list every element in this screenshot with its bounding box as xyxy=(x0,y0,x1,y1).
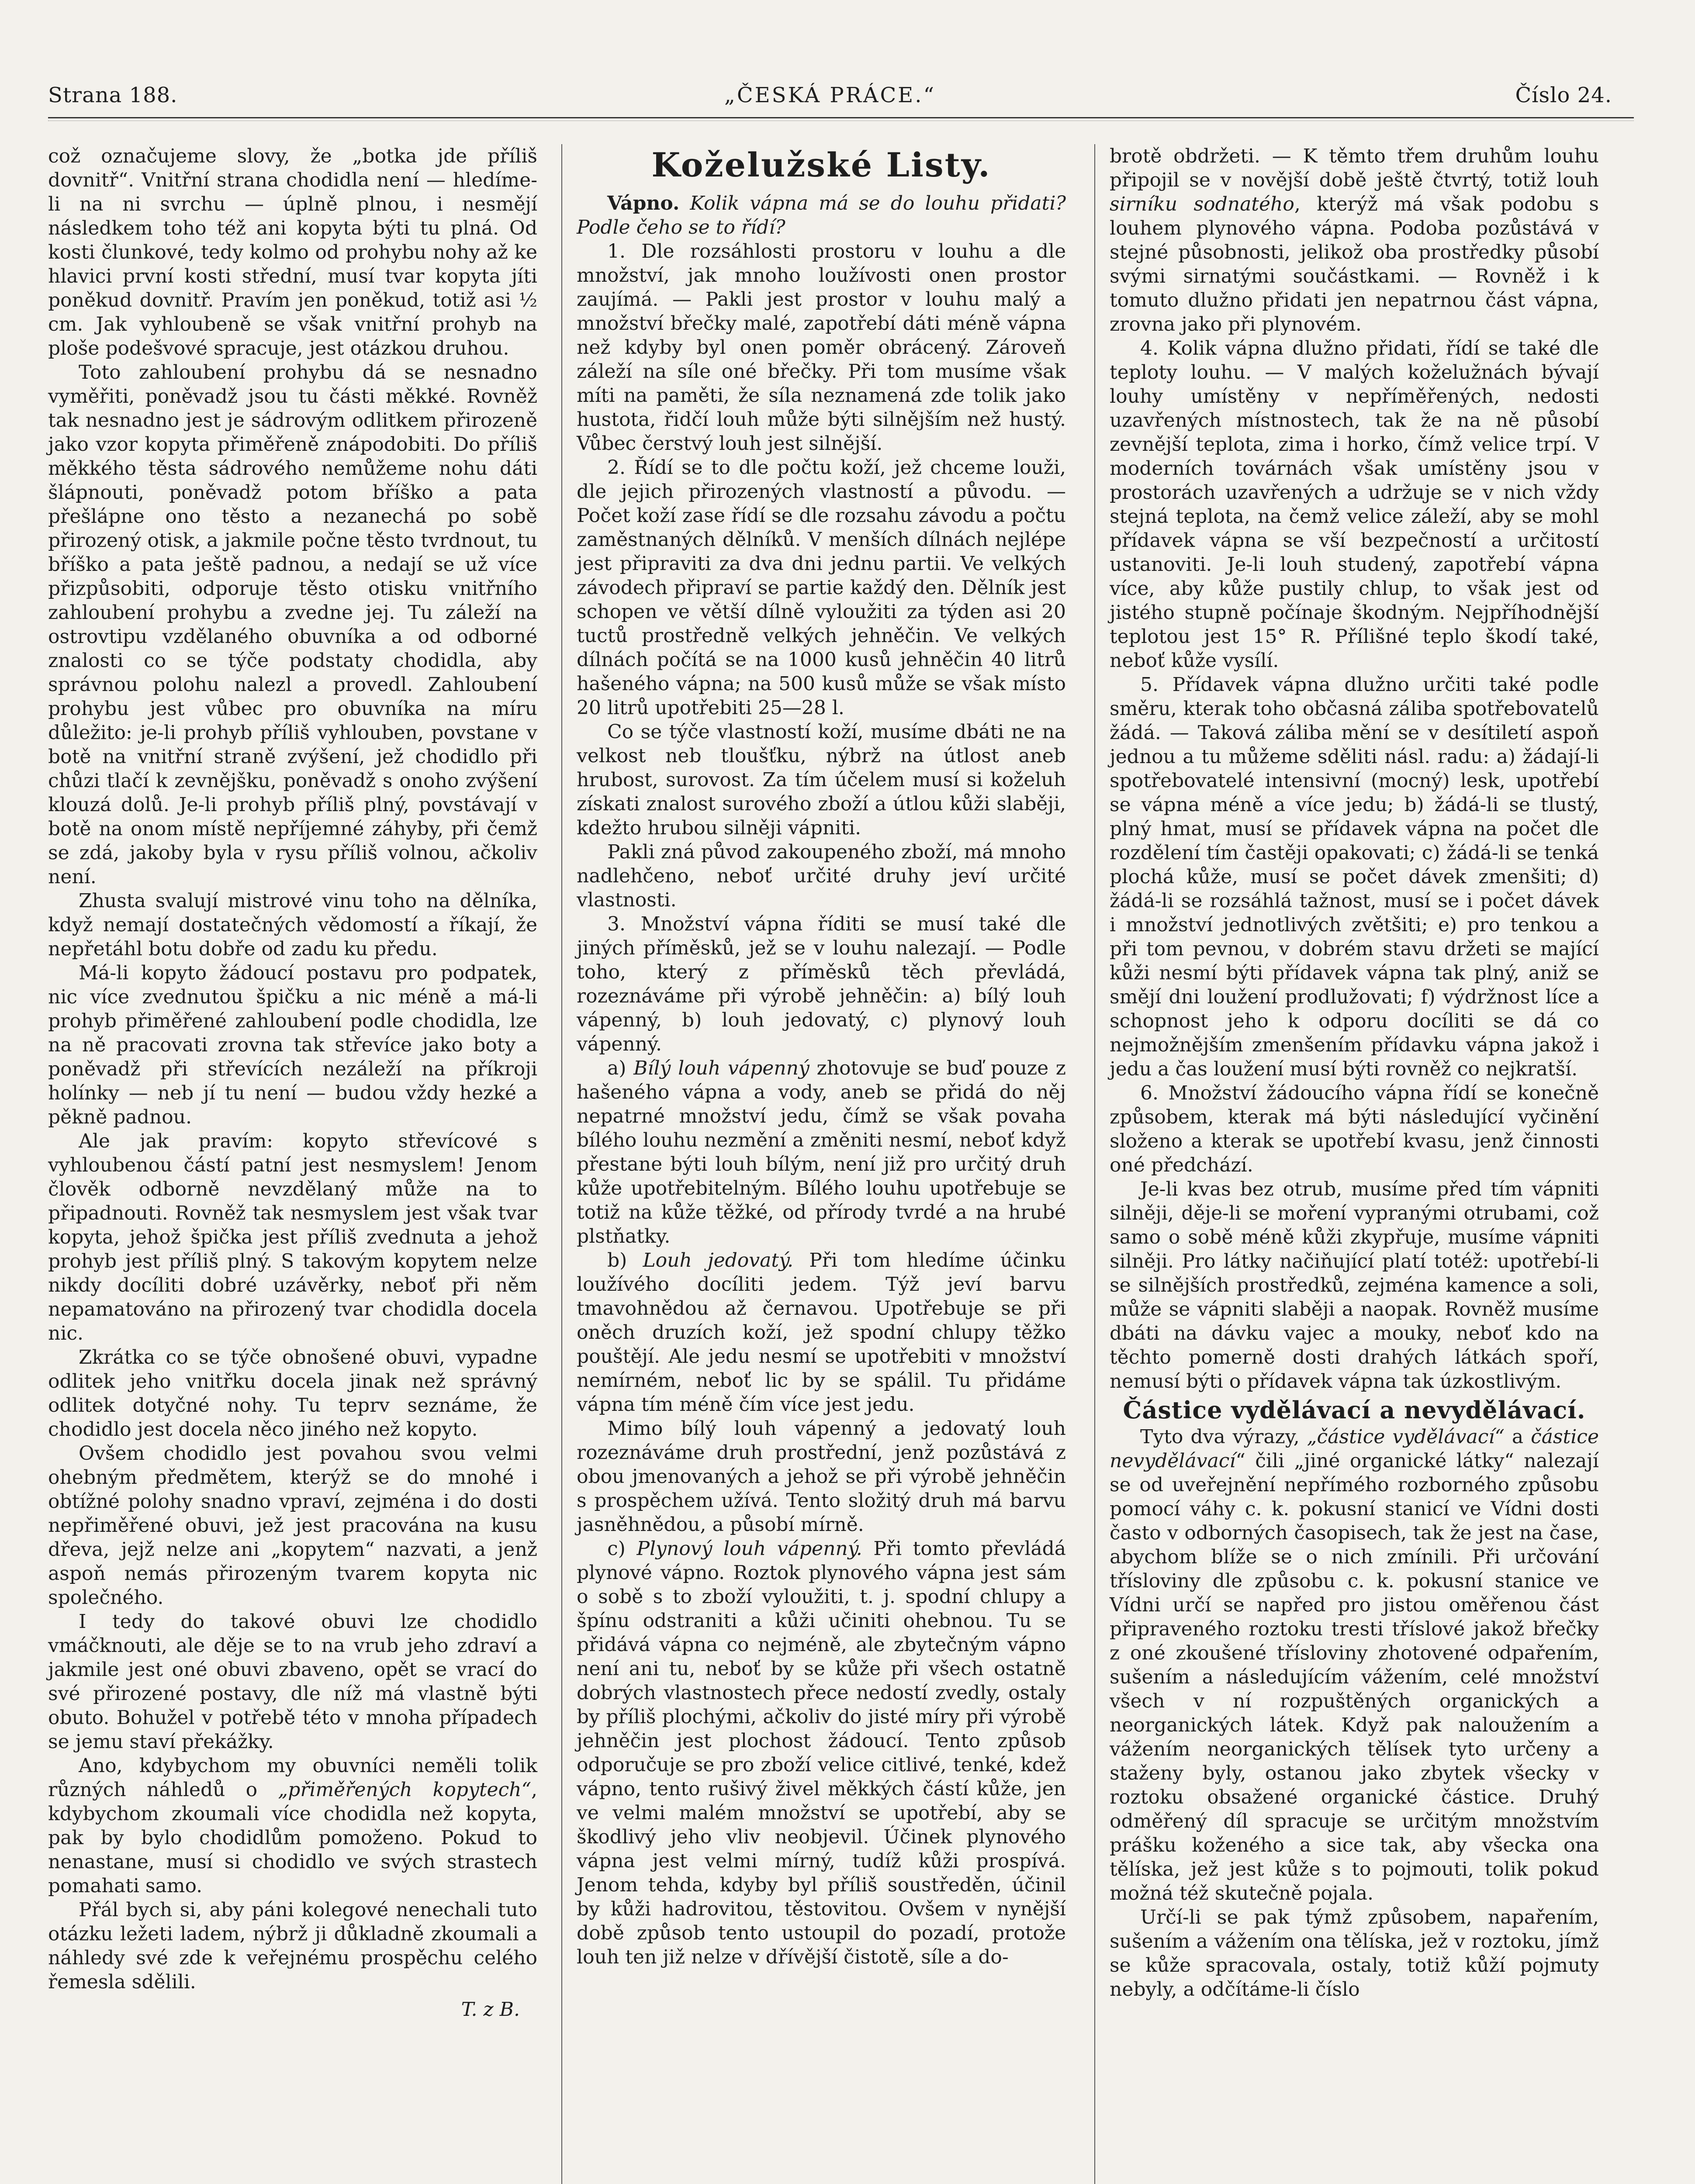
text-run: Tyto dva výrazy, xyxy=(1140,1426,1307,1448)
italic-term: Bílý louh vápenný xyxy=(633,1057,809,1079)
text-run: c) xyxy=(607,1538,637,1560)
paragraph: Je-li kvas bez otrub, musíme před tím vápniti silněji, děje-li se moření vypranými otrubami, což samo o sobě méně kůži zkypřuje, musíme vápniti silněji. Pro látky načiňující platí totéž: upotřebí-li se silnějších prostředků, zejména kamence a soli, může se vápniti slaběji a naopak. Rovněž musíme dbáti na dávku vajec a mouky, neboť kdo na těchto pomerně dosti drahých látkách spoří, nemusí býti o přídavek vápna tak úzkostlivým. xyxy=(1110,1178,1599,1393)
column-divider xyxy=(561,144,562,2184)
text-run: b) xyxy=(607,1249,643,1272)
paragraph: I tedy do takové obuvi lze chodidlo vmáčknouti, ale děje se to na vrub jeho zdraví a jakmile jest oné obuvi zbaveno, opět se vrací do své přirozené postavy, dle níž má vlastně býti obuto. Bohužel v potřebě této v mnoha případech se jemu staví překážky. xyxy=(48,1610,537,1753)
article-question: Kolik vápna má se do louhu přidati? Podle čeho se to řídí? xyxy=(577,192,1066,238)
column-3 xyxy=(1110,144,1599,2001)
text-run: a) xyxy=(607,1057,634,1079)
paragraph: Toto zahloubení prohybu dá se nesnadno vyměřiti, poněvadž jsou tu části měkké. Rovněž tak nesnadno jest je sádrovým odlitkem přirozeně jako vzor kopyta přiměřeně znápodobiti. Do příliš měkkého těsta sádrového nemůžeme nohu dáti šlápnouti, poněvadž potom bříško a pata přešlápne ono těsto a nezanechá po sobě přirozený otisk, a jakmile počne těsto tvrdnout, tu bříško a pata ještě padnou, a nedají se už více přizpůsobiti, odporuje těsto otisku vnitřního zahloubení prohybu a zvedne jej. Tu záleží na ostrovtipu vzdělaného obuvníka a od odborné znalosti co se týče podstaty chodidla, aby správnou polohu nalezl a provedl. Zahloubení prohybu jest vůbec pro obuvníka na míru důležito: je-li prohyb příliš vyhlouben, povstane v botě na vnitřní straně zvýšení, jež chodidlo při chůzi tlačí k zevnějšku, poněvadž s onoho zvýšení klouzá dolů. Je-li prohyb příliš plný, povstávají v botě na onom místě nepříjemné záhyby, při čemž se zdá, jakoby byla v rysu příliš volnou, ačkoliv není. xyxy=(48,361,537,888)
paragraph: Mimo bílý louh vápenný a jedovatý louh rozeznáváme druh prostřední, jenž pozůstává z obou jmenovaných a jehož se při výrobě jehněčin s prospěchem užívá. Tento složitý druh má barvu jasněhnědou, a působí mírně. xyxy=(577,1417,1066,1536)
paragraph: což označujeme slovy, že „botka jde příliš dovnitř“. Vnitřní strana chodidla není — hledíme-li na ni svrchu — úplně plnou, i nesmějí následkem toho též ani kopyta býti tu plná. Od kosti člunkové, tedy kolmo od prohybu nohy až ke hlavici první kosti střední, musí tvar kopyta jíti poněkud dovnitř. Pravím jen poněkud, totiž asi ½ cm. Jak vyhloubeně se však vnitřní prohyb na ploše podešvové spracuje, jest otázkou druhou. xyxy=(48,145,537,359)
paragraph xyxy=(577,1537,1066,1969)
text-run: , kdybychom zkoumali více chodidla než kopyta, pak by bylo chodidlům pomoženo. Pokud to nenastane, musí si chodidlo ve svých strastech pomahati samo. xyxy=(48,1779,538,1897)
paragraph xyxy=(577,1248,1066,1417)
text-run: Při tom hledíme účinku loužívého docíliti jedem. Týž jeví barvu tmavohnědou až černavou. Upotřebuje se při oněch druzích koží, jež spodní chlupy těžko pouštějí. Ale jedu nesmí se upotřebiti v množství nemírném, neboť lic by se spálil. Tu přidáme vápna tím méně čím více jest jedu. xyxy=(577,1249,1066,1416)
paragraph xyxy=(1110,144,1599,336)
italic-term: částice nevydělávací xyxy=(1110,1426,1599,1472)
section-title: Koželužské Listy. xyxy=(651,145,991,184)
paragraph: 1. Dle rozsáhlosti prostoru v louhu a dle množství, jak mnoho loužívosti onen prostor zaujímá. — Pakli jest prostor v louhu malý a množství břečky malé, zapotřebí dáti méně vápna než kdyby byl onen poměr obrácený. Zároveň záleží na síle oné břečky. Při tom musíme však míti na paměti, že síla neznamená zde tolik jako hustota, řidčí louh může býti silnějším než hustý. Vůbec čerstvý louh jest silnější. xyxy=(577,240,1066,455)
paragraph: Co se týče vlastností koží, musíme dbáti ne na velkost neb tloušťku, nýbrž na útlost aneb hrubost, surovost. Za tím účelem musí si koželuh získati znalost surového zboží a útlou kůži slaběji, kdežto hrubou silněji vápniti. xyxy=(577,721,1066,839)
paragraph: Přál bych si, aby páni kolegové nenechali tuto otázku ležeti ladem, nýbrž ji důkladně zkoumali a náhledy své zde k veřejnému prospěchu celého řemesla sdělili. xyxy=(48,1899,537,1993)
paragraph: Zkrátka co se týče obnošené obuvi, vypadne odlitek jeho vnitřku docela jinak než správný odlitek dotyčné nohy. Tu teprv seznáme, že chodidlo jest docela něco jiného než kopyto. xyxy=(48,1346,537,1441)
header-rule xyxy=(48,117,1634,118)
author-signature: T. z B. xyxy=(461,1998,520,2021)
text-run: Ano, kdybychom my obuvníci neměli tolik různých náhledů o xyxy=(48,1755,537,1801)
text-run: zhotovuje se buď pouze z hašeného vápna a vody, aneb se přidá do něj nepatrné množství jedu, čímž se však povaha bílého louhu nezmění a změniti nesmí, neboť když přestane býti louh bílým, není již pro určitý druh kůže upotřebitelným. Bílého louhu upotřebuje se totiž na kůže těžké, od přírody tvrdé a na hrubé plstňatky. xyxy=(577,1057,1066,1248)
article-intro xyxy=(577,191,1066,239)
italic-term: sirníku sodnatého xyxy=(1110,193,1294,215)
paragraph: Má-li kopyto žádoucí postavu pro podpatek, nic více zvednutou špičku a nic méně a má-li prohyb přiměřené zahloubení podle chodidla, lze na ně pracovati zrovna tak střevíce jako boty a poněvadž při střevících nezáleží na příkroji holínky — neb jí tu není — budou vždy hezké a pěkně padnou. xyxy=(48,962,537,1128)
article-heading: Vápno. xyxy=(607,192,680,214)
column-2 xyxy=(577,144,1066,1969)
paragraph xyxy=(48,1754,537,1898)
column-divider xyxy=(1094,144,1095,2184)
paragraph: 3. Množství vápna říditi se musí také dle jiných příměsků, jež se v louhu nalezají. — Podle toho, který z příměsků těch převládá, rozeznáváme při výrobě jehněčin: a) bílý louh vápenný, b) louh jedovatý, c) plynový louh vápenný. xyxy=(577,913,1066,1055)
paragraph xyxy=(1110,1425,1599,1905)
article-subheading: Částice vydělávací a nevydělávací. xyxy=(1123,1396,1586,1424)
text-run: “ čili „jiné organické látky“ nalezají se od uveřejnění nepřímého rozborného způsobu pomocí váhy c. k. pokusní stanicí ve Vídni dosti často v odborných časopisech, tak že jest na čase, abychom blíže se o nich zmínili. Při určování třísloviny dle způsobu c. k. pokusní stanice ve Vídni určí se napřed pro jistou oměřenou část připraveného roztoku tresti tříslové jakož břečky z oné zkoušené třísloviny zhotovené odpařením, sušením a následujícím vážením, celé množství všech v ní rozpuštěných organických a neorganických látek. Když pak naloužením a vážením neorganických tělísek tyto určeny a staženy byly, ostanou jako zbytek všecky v roztoku obsažené organické částice. Druhý odměřený díl spracuje se určitým množstvím prášku koženého a sice tak, aby všecka ona tělíska, jež jest kůže s to pojmouti, tolik pokud možná též skutečně pojala. xyxy=(1110,1450,1599,1904)
paragraph: Zhusta svalují mistrové vinu toho na dělníka, když nemají dostatečných vědomostí a říkají, že nepřetáhl botu dobře od zadu ku předu. xyxy=(48,890,537,960)
paragraph: 4. Kolik vápna dlužno přidati, řídí se také dle teploty louhu. — V malých koželužnách bývají louhy umístěny v nepříměřených, nedosti uzavřených místnostech, tak že na ně působí zevnější teplota, zima i horko, čímž velice trpí. V moderních továrnách však umístěny jsou v prostorách uzavřených a udržuje se v nich vždy stejná teplota, na čemž velice záleží, aby se mohl přídavek vápna se vší bezpečností a určitostí ustanoviti. Je-li louh studený, zapotřebí vápna více, aby kůže pustily chlup, to však jest od jistého stupně počínaje škodným. Nejpříhodnější teplotou jest 15° R. Přílišné teplo škodí také, neboť kůže vysílí. xyxy=(1110,337,1599,672)
page-header xyxy=(48,83,1612,114)
paragraph: Ale jak pravím: kopyto střevícové s vyhloubenou částí patní jest nesmyslem! Jenom člověk odborně nevzdělaný může na to připadnouti. Rovněž tak nesmyslem jest však tvar kopyta, jehož špička jest příliš zvednuta a jehož prohyb jest příliš plný. S takovým kopytem nelze nikdy docíliti dobré uzávěrky, neboť při něm nepamatováno na přirozený tvar chodidla docela nic. xyxy=(48,1130,537,1344)
text-run: Při tomto převládá plynové vápno. Roztok plynového vápna jest sám o sobě s to zboží vyloužiti, t. j. spodní chlupy a špínu odstraniti a kůži učiniti ohebnou. Tu se přidává vápna co nejméně, ale zbytečným vápno není ani tu, neboť by se kůže při všech ostatně dobrých vlastnostech přece nedostí zvedly, ostaly by příliš plochými, ačkoliv do jisté míry při výrobě jehněčin jest plochost žádoucí. Tento způsob odporučuje se pro zboží velice citlivé, tenké, kdež vápno, tento rušivý živel měkkých částí kůže, jen ve velmi malém množství se upotřebí, aby se škodlivý jeho vliv neobjevil. Účinek plynového vápna jest velmi mírný, tudíž kůži prospívá. Jenom tehda, kdyby byl příliš soustředěn, účinil by kůži hadrovitou, těstovitou. Ovšem v nynější době způsob tento ustoupil do pozadí, protože louh ten již nelze v dřívější čistotě, síle a do- xyxy=(577,1538,1066,1968)
column-1 xyxy=(48,144,537,2022)
text-run: , kterýž má však podobu s louhem plynového vápna. Podoba pozůstává v stejné působnosti, jelikož oba prostředky působí svými sirnatými součástkami. — Rovněž i k tomuto dlužno přidati jen nepatrnou část vápna, zrovna jako při plynovém. xyxy=(1110,193,1599,335)
paragraph: 5. Přídavek vápna dlužno určiti také podle směru, kterak toho občasná záliba spotřebovatelů žádá. — Taková záliba mění se v desítiletí aspoň jednou a tu můžeme sděliti násl. radu: a) žádají-li spotřebovatelé intensivní (mocný) lesk, upotřebí se vápna méně a více jedu; b) žádá-li se tlustý, plný hmat, musí se přídavek vápna na počet dle rozdělení tím častěji opakovati; c) žádá-li se tenká plochá kůže, musí se počet dávek zmenšiti; d) žádá-li se rozsáhlá tažnost, musí se i počet dávek i množství jednotlivých zvětšiti; e) pro tenkou a při tom pevnou, v dobrém stavu držeti se mající kůži nesmí býti přídavek vápna tak plný, aniž se smějí dni loužení prodlužovati; f) výdržnost líce a schopnost jeho k odporu docíliti se dá co nejmožnějším zmenšením přídavku vápna jakož i jedu a čas loužení musí býti rovněž co nejkratší. xyxy=(1110,674,1599,1080)
italic-term: „přiměřených kopytech“ xyxy=(278,1779,532,1801)
text-run: a xyxy=(1504,1426,1531,1448)
paragraph: Pakli zná původ zakoupeného zboží, má mnoho nadlehčeno, neboť určité druhy jeví určité vlastnosti. xyxy=(577,841,1066,911)
paragraph: 2. Řídí se to dle počtu koží, jež chceme louži, dle jejich přirozených vlastností a původu. — Počet koží zase řídí se dle rozsahu závodu a počtu zaměstnaných dělníků. V menších dílnách nejlépe jest připraviti za dva dni jednu partii. Ve velkých závodech připraví se partie každý den. Dělník jest schopen ve větší dílně vyloužiti za týden asi 20 tuctů prostředně velkých jehněčin. Ve velkých dílnách počítá se na 1000 kusů jehněčin 40 litrů hašeného vápna; na 500 kusů může se však místo 20 litrů upotřebiti 25—28 l. xyxy=(577,456,1066,719)
issue-number: Číslo 24. xyxy=(1515,83,1612,107)
italic-term: „částice vydělávací“ xyxy=(1307,1426,1505,1448)
italic-term: Plynový louh vápenný. xyxy=(636,1538,862,1560)
paragraph xyxy=(577,1056,1066,1248)
masthead-title: „ČESKÁ PRÁCE.“ xyxy=(724,83,936,107)
paragraph: Určí-li se pak týmž způsobem, napařením, sušením a vážením ona tělíska, jež v roztoku, jímž se kůže spracovala, ostaly, totiž kůží pojmuty nebyly, a odčítáme-li číslo xyxy=(1110,1906,1599,2001)
paragraph: 6. Množství žádoucího vápna řídí se konečně způsobem, kterak má býti následující vyčinění složeno a kterak se upotřebí kvasu, jenž činnosti oné předchází. xyxy=(1110,1082,1599,1176)
text-run: brotě obdržeti. — K těmto třem druhům louhu připojil se v novější době ještě čtvrtý, totiž louh xyxy=(1110,145,1599,191)
page-number: Strana 188. xyxy=(48,83,178,107)
paragraph: Ovšem chodidlo jest povahou svou velmi ohebným předmětem, kterýž se do mnohé i obtížné polohy snadno vpraví, zejména i do dosti nepřiměřené obuvi, jež jest pracována na kusu dřeva, jejž nelze ani „kopytem“ nazvati, a jenž aspoň nemás přirozeným tvarem kopyta nic společného. xyxy=(48,1442,537,1609)
italic-term: Louh jedovatý. xyxy=(643,1249,794,1272)
